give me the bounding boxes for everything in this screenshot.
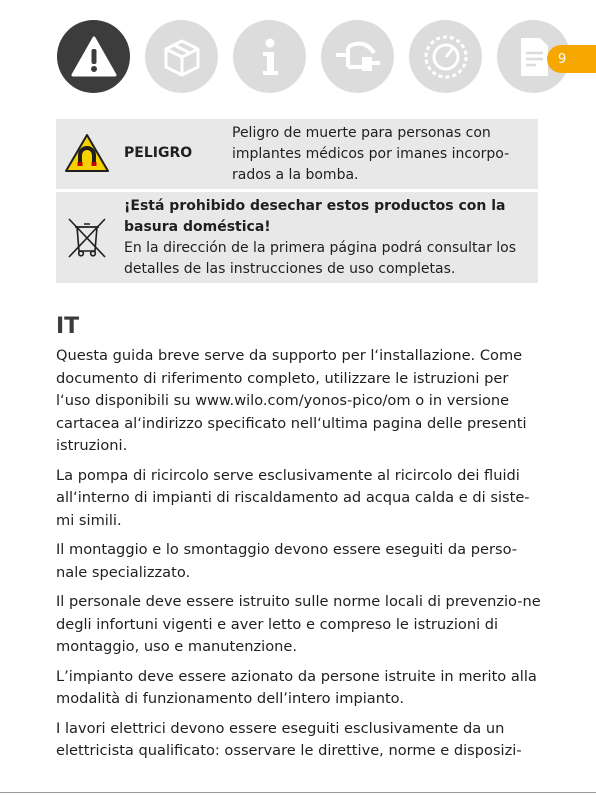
paragraph: I lavori elettrici devono essere eseguiti esclusivamente da un elettricista qualificato: osservare le direttive, norme e disposizi-	[56, 719, 522, 759]
paragraph: Questa guida breve serve da supporto per l‘installazione. Come documento di riferimento completo, utilizzare le istruzioni per l‘uso disponibili su www.wilo.com/yonos-pico/om o in versione cartacea al‘indirizzo specificato nell‘ultima pagina delle presenti istruzioni.	[56, 347, 527, 454]
paragraph: Il montaggio e lo smontaggio devono essere eseguiti da perso-nale specializzato.	[56, 541, 518, 581]
magnet-warning-icon	[64, 133, 110, 173]
page-number: 9	[558, 51, 567, 67]
section-body	[56, 345, 544, 770]
danger-text: Peligro de muerte para personas con implantes médicos por imanes incorpo-rados a la bomba.	[232, 125, 510, 183]
installation-icon	[321, 20, 394, 93]
footer-divider	[0, 792, 596, 793]
control-dial-icon	[409, 20, 482, 93]
disposal-text-block	[124, 196, 534, 280]
package-icon	[145, 20, 218, 93]
disposal-text: En la dirección de la primera página podrá consultar los detalles de las instrucciones de uso completas.	[124, 240, 517, 277]
danger-label: PELIGRO	[124, 145, 193, 161]
chapter-icon-row	[57, 20, 570, 93]
paragraph: Il personale deve essere istruito sulle norme locali di prevenzio-ne degli infortuni vigenti e aver letto e compreso le istruzioni di montaggio, uso e manutenzione.	[56, 593, 541, 655]
warning-icon	[57, 20, 130, 93]
crossed-bin-icon	[67, 215, 107, 259]
info-icon	[233, 20, 306, 93]
language-heading: IT	[56, 314, 80, 339]
danger-notice	[56, 119, 538, 189]
disposal-title: ¡Está prohibido desechar estos productos con la basura doméstica!	[124, 198, 506, 235]
page-number-tab	[547, 45, 596, 73]
paragraph: La pompa di ricircolo serve esclusivamente al ricircolo dei fluidi all‘interno di impianti di riscaldamento ad acqua calda e di siste-mi simili.	[56, 466, 530, 529]
paragraph: L’impianto deve essere azionato da persone istruite in merito alla modalità di funzionamento dell’intero impianto.	[56, 667, 537, 707]
disposal-notice	[56, 192, 538, 283]
